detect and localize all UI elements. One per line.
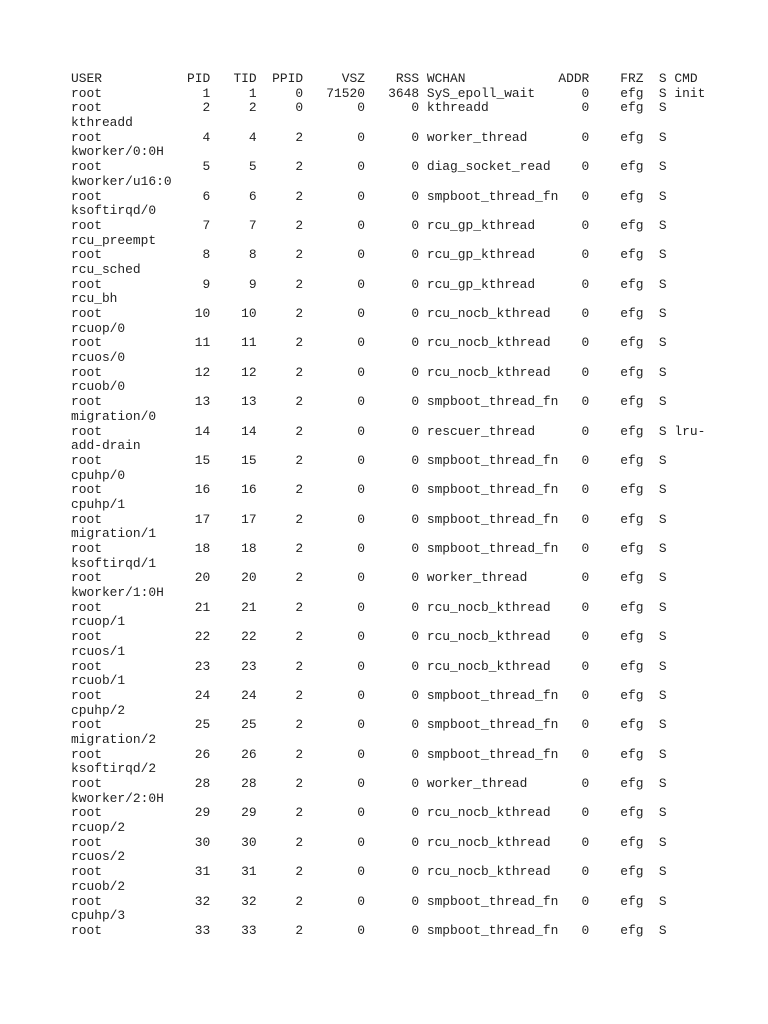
process-text-line: rcuos/1	[71, 643, 126, 659]
process-text-line: root 12 12 2 0 0 rcu_nocb_kthread 0 efg S	[71, 364, 667, 380]
process-text-line: rcuop/0	[71, 320, 126, 336]
process-text-line: root 7 7 2 0 0 rcu_gp_kthread 0 efg S	[71, 217, 667, 233]
process-text-line: root 18 18 2 0 0 smpboot_thread_fn 0 efg S	[71, 541, 667, 556]
process-text-line: root 31 31 2 0 0 rcu_nocb_kthread 0 efg S	[71, 864, 667, 880]
process-text-line: root 5 5 2 0 0 diag_socket_read 0 efg S	[71, 159, 667, 175]
process-text-line: kworker/0:0H	[71, 144, 164, 160]
process-text-line: root 24 24 2 0 0 smpboot_thread_fn 0 efg S	[71, 687, 667, 703]
process-text-line: rcuos/0	[71, 350, 126, 366]
process-text-line: kworker/1:0H	[71, 585, 164, 601]
process-text-line: root 26 26 2 0 0 smpboot_thread_fn 0 efg S	[71, 746, 667, 762]
process-text-line: root 33 33 2 0 0 smpboot_thread_fn 0 efg S	[71, 922, 667, 938]
process-text-line: cpuhp/0	[71, 467, 126, 483]
process-text-line: root 30 30 2 0 0 rcu_nocb_kthread 0 efg S	[71, 834, 667, 850]
process-text-line: rcu_bh	[71, 291, 118, 307]
process-text-line: rcuos/2	[71, 849, 126, 865]
process-text-line: cpuhp/2	[71, 702, 126, 718]
process-text-line: kworker/u16:0	[71, 173, 172, 189]
process-text-line: rcu_preempt	[71, 232, 157, 248]
process-text-line: root 2 2 0 0 0 kthreadd 0 efg S	[71, 100, 667, 116]
process-text-line: root 25 25 2 0 0 smpboot_thread_fn 0 efg S	[71, 717, 667, 733]
process-text-line: root 6 6 2 0 0 smpboot_thread_fn 0 efg S	[71, 188, 667, 204]
process-text-line: root 16 16 2 0 0 smpboot_thread_fn 0 efg S	[71, 482, 667, 498]
process-text-line: root 20 20 2 0 0 worker_thread 0 efg S	[71, 570, 667, 586]
process-text-line: root 8 8 2 0 0 rcu_gp_kthread 0 efg S	[71, 247, 667, 263]
process-text-line: root 17 17 2 0 0 smpboot_thread_fn 0 efg S	[71, 511, 667, 527]
process-text-line: migration/2	[71, 731, 157, 747]
process-text-line: root 32 32 2 0 0 smpboot_thread_fn 0 efg S	[71, 893, 667, 909]
process-text-line: root 1 1 0 71520 3648 SyS_epoll_wait 0 efg S init	[71, 85, 706, 101]
process-text-line: rcu_sched	[71, 261, 141, 277]
process-text-line: root 4 4 2 0 0 worker_thread 0 efg S	[71, 129, 667, 145]
process-text-line: kthreadd	[71, 115, 133, 131]
process-text-line: root 23 23 2 0 0 rcu_nocb_kthread 0 efg S	[71, 658, 667, 674]
process-text-line: rcuob/1	[71, 673, 126, 689]
process-text-line: rcuop/1	[71, 614, 126, 630]
process-text-line: rcuop/2	[71, 820, 126, 836]
process-text-line: ksoftirqd/1	[71, 555, 157, 571]
process-text-line: rcuob/2	[71, 878, 126, 894]
process-text-line: add-drain	[71, 438, 141, 454]
process-text-line: root 21 21 2 0 0 rcu_nocb_kthread 0 efg S	[71, 599, 667, 615]
process-text-line: root 28 28 2 0 0 worker_thread 0 efg S	[71, 776, 667, 791]
process-text-line: root 22 22 2 0 0 rcu_nocb_kthread 0 efg S	[71, 629, 667, 645]
process-text-line: root 13 13 2 0 0 smpboot_thread_fn 0 efg S	[71, 394, 667, 410]
process-text-line: root 10 10 2 0 0 rcu_nocb_kthread 0 efg S	[71, 306, 667, 321]
process-list-output	[71, 72, 705, 939]
process-text-line: root 9 9 2 0 0 rcu_gp_kthread 0 efg S	[71, 276, 667, 292]
process-text-line: rcuob/0	[71, 379, 126, 395]
process-text-line: root 29 29 2 0 0 rcu_nocb_kthread 0 efg S	[71, 805, 667, 821]
process-text-line: ksoftirqd/2	[71, 761, 157, 777]
process-text-line: root 11 11 2 0 0 rcu_nocb_kthread 0 efg S	[71, 335, 667, 351]
process-text-line: root 14 14 2 0 0 rescuer_thread 0 efg S lru-	[71, 423, 706, 439]
process-text-line: ksoftirqd/0	[71, 203, 157, 219]
process-text-line: cpuhp/3	[71, 908, 126, 924]
process-text-line: migration/0	[71, 408, 157, 424]
process-text-line: root 15 15 2 0 0 smpboot_thread_fn 0 efg S	[71, 452, 667, 468]
process-text-line: migration/1	[71, 526, 157, 542]
process-text-line: cpuhp/1	[71, 496, 126, 512]
process-text-line: kworker/2:0H	[71, 790, 164, 806]
column-header-line: USER PID TID PPID VSZ RSS WCHAN ADDR FRZ S CMD	[71, 71, 698, 86]
